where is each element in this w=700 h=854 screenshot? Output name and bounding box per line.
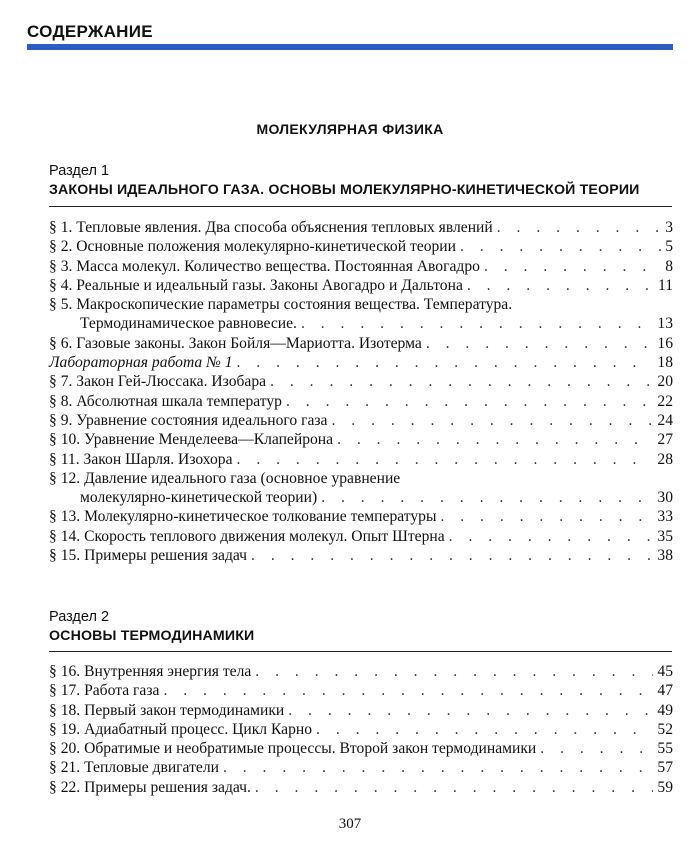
dot-leader (270, 372, 653, 391)
toc-entry-title: § 21. Тепловые двигатели (49, 759, 219, 777)
toc-entry[interactable] (49, 527, 673, 546)
dot-leader (237, 353, 654, 372)
dot-leader (449, 527, 654, 546)
toc-entry[interactable] (49, 237, 673, 256)
dot-leader (316, 720, 653, 739)
toc-entry-page: 5 (665, 238, 673, 256)
toc-entry[interactable] (49, 353, 673, 372)
toc-entry-page: 20 (657, 373, 673, 391)
toc-entry-title: § 2. Основные положения молекулярно-кинетической теории (49, 238, 456, 256)
toc-entry-page: 52 (657, 720, 673, 738)
toc-entry-page: 27 (657, 431, 673, 449)
section-1-rule (49, 206, 672, 207)
toc-entry[interactable] (49, 701, 673, 720)
toc-entry-title: § 14. Скорость теплового движения молекул. Опыт Штерна (49, 527, 445, 545)
dot-leader (237, 450, 654, 469)
toc-entry-page: 16 (657, 334, 673, 352)
toc-entry[interactable] (49, 778, 673, 797)
toc-entry[interactable] (49, 218, 673, 237)
toc-entry-page: 24 (657, 411, 673, 429)
dot-leader (484, 257, 661, 276)
toc-entry[interactable] (49, 430, 673, 449)
dot-leader (163, 681, 653, 700)
section-1-title: ЗАКОНЫ ИДЕАЛЬНОГО ГАЗА. ОСНОВЫ МОЛЕКУЛЯРНО-КИНЕТИЧЕСКОЙ ТЕОРИИ (49, 182, 640, 198)
toc-entry[interactable] (49, 546, 673, 565)
dot-leader (223, 758, 653, 777)
toc-entry[interactable] (49, 372, 673, 391)
toc-entry-page: 30 (657, 489, 673, 507)
dot-leader (251, 546, 653, 565)
toc-entry-title: § 9. Уравнение состояния идеального газа (49, 411, 328, 429)
toc-entry-title: § 5. Макроскопические параметры состояния вещества. Температура. (49, 296, 513, 314)
toc-entry-page: 33 (657, 508, 673, 526)
toc-entry-title: § 3. Масса молекул. Количество вещества. Постоянная Авогадро (49, 257, 480, 275)
part-title: МОЛЕКУЛЯРНАЯ ФИЗИКА (256, 121, 444, 137)
section-1-toc (49, 218, 673, 565)
dot-leader (440, 507, 653, 526)
header-title: СОДЕРЖАНИЕ (27, 22, 153, 41)
toc-entry-title: § 1. Тепловые явления. Два способа объяснения тепловых явлений (49, 219, 493, 236)
toc-entry-title: § 6. Газовые законы. Закон Бойля—Мариотта. Изотерма (49, 334, 422, 352)
toc-entry[interactable] (49, 681, 673, 700)
header-rule (27, 44, 673, 50)
toc-entry-title: § 12. Давление идеального газа (основное уравнение (49, 469, 401, 487)
toc-entry[interactable] (49, 295, 673, 334)
toc-entry-title-continuation: Термодинамическое равновесие. (80, 315, 297, 333)
toc-entry-page: 57 (657, 759, 673, 777)
toc-entry[interactable] (49, 720, 673, 739)
toc-entry-page: 28 (657, 450, 673, 468)
toc-entry[interactable] (49, 392, 673, 411)
toc-entry-title: § 11. Закон Шарля. Изохора (49, 450, 233, 468)
section-2-label: Раздел 2 (49, 609, 110, 625)
toc-entry-page: 18 (657, 354, 673, 372)
dot-leader (460, 237, 661, 256)
toc-entry[interactable] (49, 450, 673, 469)
toc-entry-title: § 22. Примеры решения задач. (49, 778, 251, 796)
toc-entry-title: § 15. Примеры решения задач (49, 547, 248, 565)
toc-entry[interactable] (49, 257, 673, 276)
toc-entry-title: § 4. Реальные и идеальный газы. Законы Авогадро и Дальтона (49, 276, 463, 294)
toc-entry-title: § 10. Уравнение Менделеева—Клапейрона (49, 431, 334, 449)
dot-leader (286, 392, 653, 411)
toc-entry-title: § 8. Абсолютная шкала температур (49, 392, 282, 410)
dot-leader (321, 488, 653, 507)
toc-entry-title: Лабораторная работа № 1 (49, 354, 233, 372)
toc-entry[interactable] (49, 758, 673, 777)
page-number: 307 (338, 816, 362, 832)
toc-entry[interactable] (49, 507, 673, 526)
toc-entry-page: 11 (657, 276, 673, 294)
toc-entry-page: 3 (665, 219, 673, 236)
toc-entry-page: 35 (657, 527, 673, 545)
toc-entry-title: § 7. Закон Гей-Люссака. Изобара (49, 373, 267, 391)
toc-entry-title: § 20. Обратимые и необратимые процессы. Второй закон термодинамики (49, 740, 537, 758)
dot-leader (426, 334, 654, 353)
section-1-label: Раздел 1 (49, 163, 110, 179)
toc-entry-page: 49 (657, 701, 673, 719)
dot-leader (467, 276, 654, 295)
toc-entry[interactable] (49, 334, 673, 353)
toc-entry-page: 47 (657, 682, 673, 700)
toc-entry-title: § 19. Адиабатный процесс. Цикл Карно (49, 720, 313, 738)
toc-entry-title: § 13. Молекулярно-кинетическое толкование температуры (49, 508, 437, 526)
dot-leader (331, 411, 653, 430)
toc-entry-page: 13 (657, 315, 673, 333)
toc-entry-title-continuation: молекулярно-кинетической теории) (80, 489, 318, 507)
toc-entry[interactable] (49, 411, 673, 430)
dot-leader (255, 662, 653, 681)
toc-entry-page: 55 (657, 740, 673, 758)
dot-leader (288, 701, 653, 720)
toc-entry[interactable] (49, 276, 673, 295)
dot-leader (497, 218, 661, 237)
section-2-title: ОСНОВЫ ТЕРМОДИНАМИКИ (49, 628, 255, 644)
section-2-toc (49, 662, 673, 797)
toc-entry-page: 8 (665, 257, 673, 275)
dot-leader (255, 778, 653, 797)
toc-entry[interactable] (49, 739, 673, 758)
dot-leader (301, 314, 653, 333)
toc-entry[interactable] (49, 662, 673, 681)
toc-entry-page: 59 (657, 778, 673, 796)
toc-entry-page: 45 (657, 663, 673, 680)
toc-entry-title: § 18. Первый закон термодинамики (49, 701, 285, 719)
dot-leader (337, 430, 653, 449)
dot-leader (540, 739, 653, 758)
toc-entry[interactable] (49, 469, 673, 508)
section-2-rule (49, 651, 672, 652)
toc-entry-title: § 16. Внутренняя энергия тела (49, 663, 252, 680)
toc-entry-page: 22 (657, 392, 673, 410)
toc-entry-title: § 17. Работа газа (49, 682, 160, 700)
toc-entry-page: 38 (657, 547, 673, 565)
